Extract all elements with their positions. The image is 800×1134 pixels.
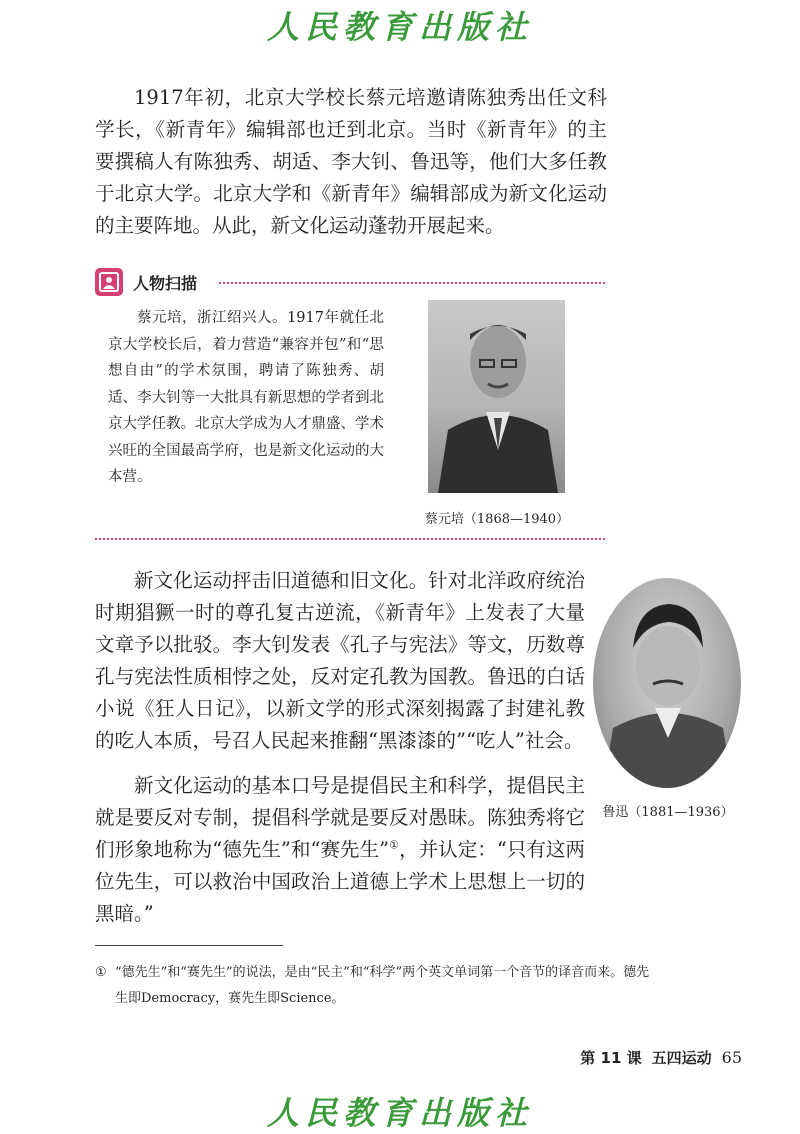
profile-box-bottom-divider — [95, 538, 605, 540]
paragraph-peking-university: 1917年初，北京大学校长蔡元培邀请陈独秀出任文科学长，《新青年》编辑部也迁到北京。当时《新青年》的主要撰稿人有陈独秀、胡适、李大钊、鲁迅等，他们大多任教于北京大学。北京大学和《新青年》编辑部成为新文化运动的主要阵地。从此，新文化运动蓬勃开展起来。 — [95, 86, 607, 237]
footnote-line-2: 生即Democracy，赛先生即Science。 — [115, 991, 345, 1006]
paragraph-democracy-science — [95, 770, 585, 930]
page-footer — [540, 1047, 742, 1068]
profile-box-title: 人物扫描 — [133, 274, 198, 293]
lesson-title: 五四运动 — [651, 1049, 712, 1067]
lu-xun-portrait — [593, 578, 741, 788]
footnote-reference-mark[interactable]: ① — [389, 838, 400, 852]
footnote-separator — [95, 945, 283, 946]
person-profile-icon — [95, 268, 123, 296]
footnote-line-1: “德先生”和“赛先生”的说法，是由“民主”和“科学”两个英文单词第一个音节的译音而来。德先 — [115, 965, 650, 980]
paragraph-3-text-a: 新文化运动的基本口号是提倡民主和科学，提倡民主就是要反对专制，提倡科学就是要反对愚昧。陈独秀将它们形象地称为“德先生”和“赛先生” — [95, 774, 585, 861]
paragraph-critique-old-morality: 新文化运动抨击旧道德和旧文化。针对北洋政府统治时期猖獗一时的尊孔复古逆流，《新青年》上发表了大量文章予以批驳。李大钊发表《孔子与宪法》等文，历数尊孔与宪法性质相悖之处，反对定孔教为国教。鲁迅的白话小说《狂人日记》，以新文学的形式深刻揭露了封建礼教的吃人本质，号召人民起来推翻“黑漆漆的”“吃人”社会。 — [95, 569, 585, 752]
cai-yuanpei-caption: 蔡元培（1868—1940） — [424, 512, 570, 527]
lesson-number: 第 11 课 — [580, 1049, 642, 1067]
dotted-divider — [219, 282, 605, 284]
cai-yuanpei-portrait — [428, 300, 565, 493]
lu-xun-caption: 鲁迅（1881—1936） — [602, 805, 734, 820]
footnote-mark: ① — [95, 965, 107, 980]
footnote — [95, 960, 745, 1012]
publisher-watermark-top: 人民教育出版社 — [266, 8, 533, 46]
profile-box-header — [95, 268, 605, 302]
page-number: 65 — [721, 1048, 742, 1067]
profile-text-cai-yuanpei: 蔡元培，浙江绍兴人。1917年就任北京大学校长后，着力营造“兼容并包”和“思想自由”的学术氛围，聘请了陈独秀、胡适、李大钊等一大批具有新思想的学者到北京大学任教。北京大学成为人才鼎盛、学术兴旺的全国最高学府，也是新文化运动的大本营。 — [108, 310, 384, 485]
paragraph-3-text-b: ，并认定：“只有这两位先生，可以救治中国政治上道德上学术上思想上一切的黑暗。” — [95, 838, 585, 925]
publisher-watermark-bottom: 人民教育出版社 — [266, 1094, 533, 1132]
